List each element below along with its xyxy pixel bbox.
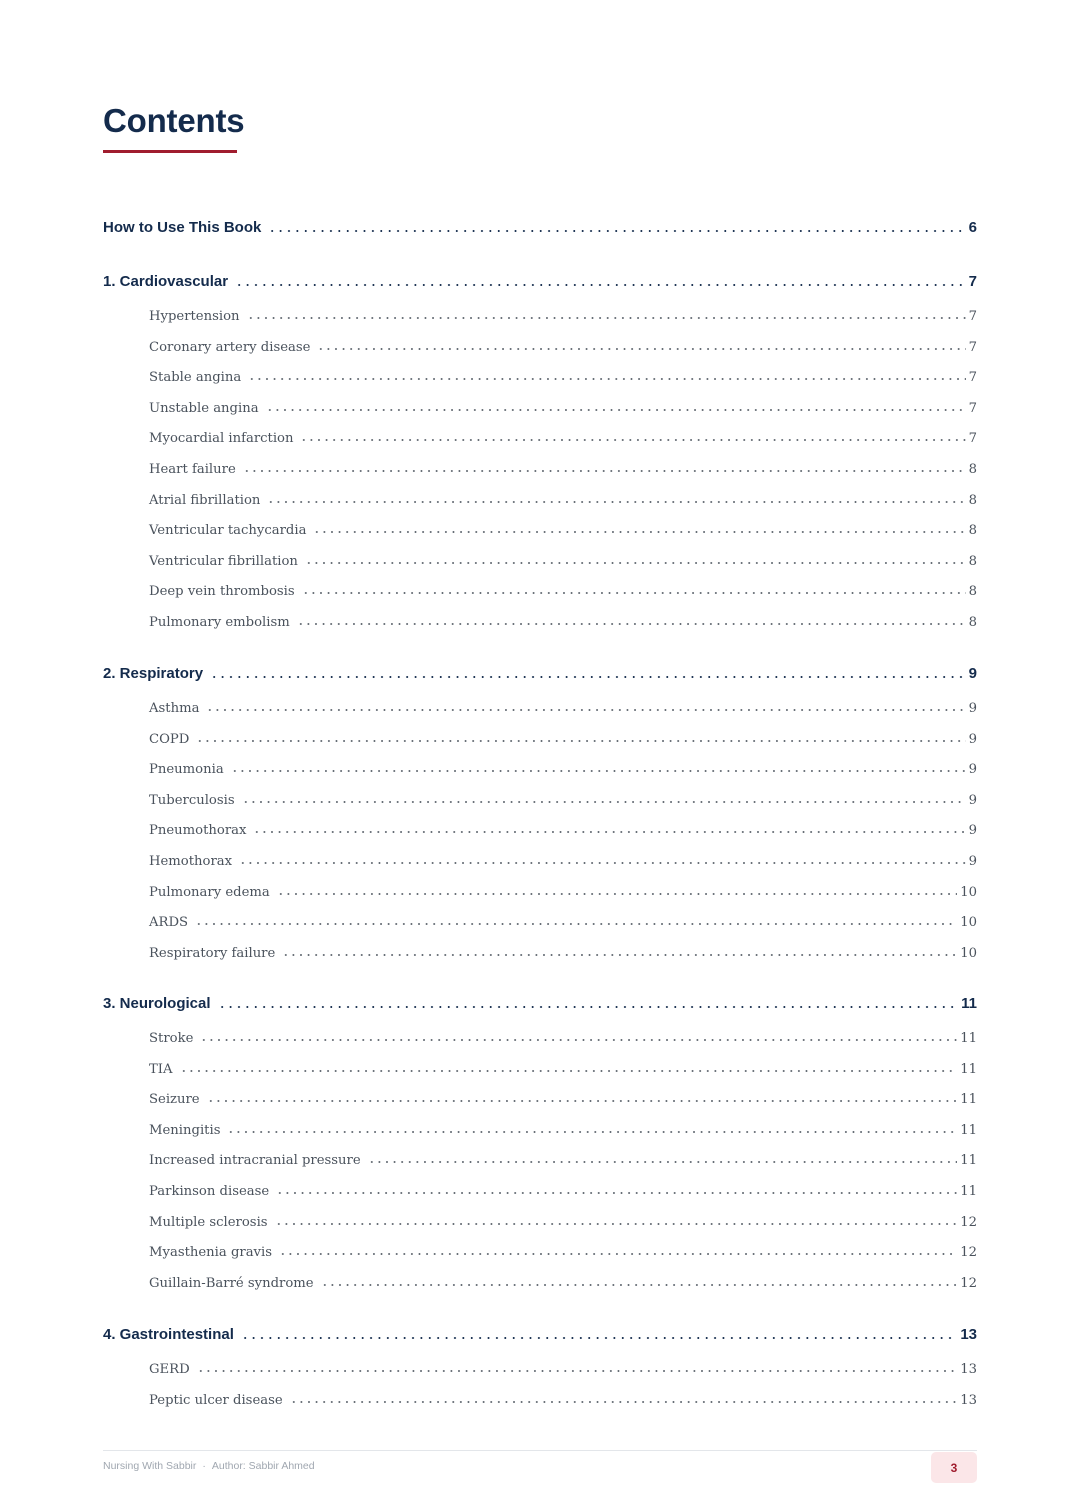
- dot-leader: [253, 831, 965, 833]
- toc-entry[interactable]: [149, 1177, 977, 1199]
- toc-page-number: 11: [960, 1031, 977, 1046]
- toc-entry[interactable]: [149, 394, 977, 416]
- dot-leader: [247, 317, 966, 319]
- toc-page-number: 8: [968, 462, 977, 477]
- toc-page-number: 10: [960, 915, 977, 931]
- toc-entry[interactable]: [149, 1269, 977, 1291]
- toc-entry-label: Respiratory failure: [149, 945, 276, 961]
- toc-entry-label: Ventricular fibrillation: [149, 553, 298, 569]
- toc-page-number: 10: [960, 945, 977, 961]
- toc-page-number: 13: [960, 1362, 977, 1377]
- toc-entry[interactable]: [149, 1386, 977, 1408]
- toc-entry[interactable]: [149, 516, 977, 538]
- toc-page-number: 10: [960, 884, 977, 900]
- toc-entry[interactable]: [149, 939, 977, 961]
- toc-entry-label: Meningitis: [149, 1122, 221, 1138]
- dot-leader: [180, 1070, 958, 1072]
- footer-divider: [103, 1450, 977, 1451]
- toc-page-number: 7: [968, 309, 977, 324]
- toc-page-number: 7: [968, 273, 977, 290]
- dot-leader: [276, 1192, 957, 1194]
- toc-entry-label: TIA: [149, 1061, 173, 1077]
- toc-page-number: 8: [968, 523, 977, 539]
- toc-entry-label: Heart failure: [149, 462, 236, 477]
- dot-leader: [268, 230, 965, 232]
- dot-leader: [197, 1370, 958, 1372]
- toc-entry[interactable]: [149, 694, 977, 716]
- toc-page-number: 13: [960, 1326, 977, 1343]
- toc-entry[interactable]: [149, 1024, 977, 1046]
- toc-entry[interactable]: [149, 333, 977, 355]
- toc-entry[interactable]: [149, 847, 977, 869]
- toc-entry[interactable]: [149, 302, 977, 324]
- toc-section-label: 4. Gastrointestinal: [103, 1326, 234, 1343]
- dot-leader: [297, 623, 966, 625]
- toc-entry-label: GERD: [149, 1362, 190, 1377]
- toc-entry-label: Peptic ulcer disease: [149, 1392, 283, 1408]
- toc-page-number: 9: [968, 854, 977, 869]
- toc-entry-label: Myocardial infarction: [149, 431, 294, 447]
- toc-entry-label: Deep vein thrombosis: [149, 584, 295, 600]
- toc-entry[interactable]: [149, 363, 977, 385]
- dot-leader: [313, 531, 965, 533]
- dot-leader: [266, 409, 966, 411]
- toc-entry-label: Multiple sclerosis: [149, 1214, 268, 1230]
- toc-page-number: 9: [968, 665, 977, 682]
- toc-page-number: 9: [968, 823, 977, 839]
- toc-entry[interactable]: [149, 1238, 977, 1260]
- toc-page-number: 11: [961, 995, 977, 1012]
- toc-section-label: 1. Cardiovascular: [103, 273, 229, 290]
- toc-entry-label: Stable angina: [149, 370, 242, 386]
- dot-leader: [243, 470, 966, 472]
- page-title: Contents: [103, 102, 245, 139]
- toc-page-number: 11: [960, 1061, 977, 1077]
- dot-leader: [227, 1131, 957, 1133]
- toc-entry[interactable]: [149, 908, 977, 930]
- toc-entry-label: ARDS: [149, 915, 189, 931]
- toc-entry-label: Pulmonary edema: [149, 884, 270, 900]
- toc-entry[interactable]: [149, 486, 977, 508]
- toc-entry-label: Tuberculosis: [149, 792, 235, 808]
- dot-leader: [206, 709, 965, 711]
- dot-leader: [305, 562, 966, 564]
- toc-entry[interactable]: [149, 1355, 977, 1377]
- toc-page-number: 12: [960, 1214, 977, 1230]
- dot-leader: [300, 439, 965, 441]
- toc-section[interactable]: [103, 660, 977, 682]
- toc-page-number: 6: [968, 219, 977, 236]
- toc-page-number: 8: [968, 553, 977, 569]
- dot-leader: [242, 801, 966, 803]
- toc-entry-label: Guillain-Barré syndrome: [149, 1275, 314, 1291]
- toc-entry[interactable]: [149, 1146, 977, 1168]
- toc-section[interactable]: [103, 268, 977, 290]
- title-underline: [103, 150, 237, 153]
- dot-leader: [200, 1039, 957, 1041]
- toc-entry[interactable]: [149, 786, 977, 808]
- footer-brand: Nursing With Sabbir: [103, 1460, 197, 1472]
- toc-entry[interactable]: [149, 755, 977, 777]
- toc-page-number: 13: [960, 1392, 977, 1408]
- toc-entry-label: Seizure: [149, 1092, 200, 1108]
- toc-page-number: 8: [968, 615, 977, 630]
- toc-page-number: 12: [960, 1245, 977, 1261]
- toc-entry[interactable]: [149, 1085, 977, 1107]
- toc-entry[interactable]: [149, 547, 977, 569]
- toc-section-label: 2. Respiratory: [103, 665, 204, 682]
- toc-entry[interactable]: [149, 577, 977, 599]
- toc-page-number: 9: [968, 731, 977, 747]
- toc-entry-label: Increased intracranial pressure: [149, 1153, 361, 1169]
- dot-leader: [368, 1161, 958, 1163]
- toc-page-number: 8: [968, 492, 977, 508]
- toc-entry[interactable]: [149, 1055, 977, 1077]
- toc-page-number: 9: [968, 762, 977, 778]
- toc-entry[interactable]: [149, 455, 977, 477]
- dot-leader: [275, 1223, 958, 1225]
- toc-section-label: How to Use This Book: [103, 219, 262, 236]
- toc-section[interactable]: [103, 990, 977, 1012]
- dot-leader: [267, 501, 965, 503]
- toc-entry-label: Ventricular tachycardia: [149, 523, 307, 539]
- toc-page-number: 11: [960, 1153, 977, 1169]
- toc-page-number: 7: [968, 339, 977, 355]
- dot-leader: [210, 676, 966, 678]
- toc-entry-label: COPD: [149, 731, 190, 747]
- toc-page-number: 7: [968, 400, 977, 416]
- toc-page-number: 9: [968, 792, 977, 808]
- dot-leader: [282, 954, 957, 956]
- document-page: [103, 0, 977, 1510]
- dot-leader: [235, 284, 966, 286]
- dot-leader: [218, 1006, 959, 1008]
- toc-page-number: 9: [968, 701, 977, 716]
- page-number-badge: 3: [931, 1452, 977, 1483]
- dot-leader: [241, 1337, 957, 1339]
- toc-section[interactable]: [103, 214, 977, 236]
- toc-page-number: 11: [960, 1122, 977, 1138]
- toc-entry[interactable]: [149, 1116, 977, 1138]
- footer-author: Author: Sabbir Ahmed: [211, 1460, 315, 1472]
- toc-entry[interactable]: [149, 1208, 977, 1230]
- toc-page-number: 11: [960, 1092, 977, 1108]
- toc-entry-label: Coronary artery disease: [149, 339, 311, 355]
- dot-leader: [290, 1401, 958, 1403]
- toc-entry[interactable]: [149, 725, 977, 747]
- footer-text: [103, 1460, 315, 1472]
- toc-entry[interactable]: [149, 608, 977, 630]
- dot-leader: [248, 378, 965, 380]
- toc-entry-label: Myasthenia gravis: [149, 1245, 272, 1261]
- toc-section[interactable]: [103, 1321, 977, 1343]
- toc-page-number: 7: [968, 370, 977, 386]
- toc-entry-label: Pneumonia: [149, 762, 224, 778]
- dot-leader: [279, 1253, 957, 1255]
- toc-entry-label: Pneumothorax: [149, 823, 247, 839]
- dot-leader: [317, 348, 965, 350]
- dot-leader: [321, 1284, 958, 1286]
- toc-entry-label: Unstable angina: [149, 400, 259, 416]
- toc-entry-label: Hypertension: [149, 309, 240, 324]
- toc-entry-label: Parkinson disease: [149, 1184, 270, 1199]
- toc-entry[interactable]: [149, 424, 977, 446]
- toc-entry-label: Asthma: [149, 701, 200, 716]
- toc-page-number: 8: [968, 584, 977, 600]
- toc-entry-label: Hemothorax: [149, 854, 233, 869]
- toc-section-label: 3. Neurological: [103, 995, 211, 1012]
- dot-leader: [196, 740, 965, 742]
- toc-entry[interactable]: [149, 878, 977, 900]
- toc-page-number: 12: [960, 1275, 977, 1291]
- toc-entry-label: Stroke: [149, 1031, 194, 1046]
- toc-entry[interactable]: [149, 816, 977, 838]
- dot-leader: [195, 923, 957, 925]
- dot-leader: [207, 1100, 958, 1102]
- toc-entry-label: Pulmonary embolism: [149, 615, 290, 630]
- toc-page-number: 11: [960, 1184, 977, 1199]
- footer-separator: ·: [202, 1460, 206, 1472]
- toc-entry-label: Atrial fibrillation: [149, 492, 261, 508]
- dot-leader: [231, 770, 966, 772]
- dot-leader: [239, 862, 966, 864]
- dot-leader: [302, 592, 966, 594]
- dot-leader: [277, 893, 957, 895]
- toc-page-number: 7: [968, 431, 977, 447]
